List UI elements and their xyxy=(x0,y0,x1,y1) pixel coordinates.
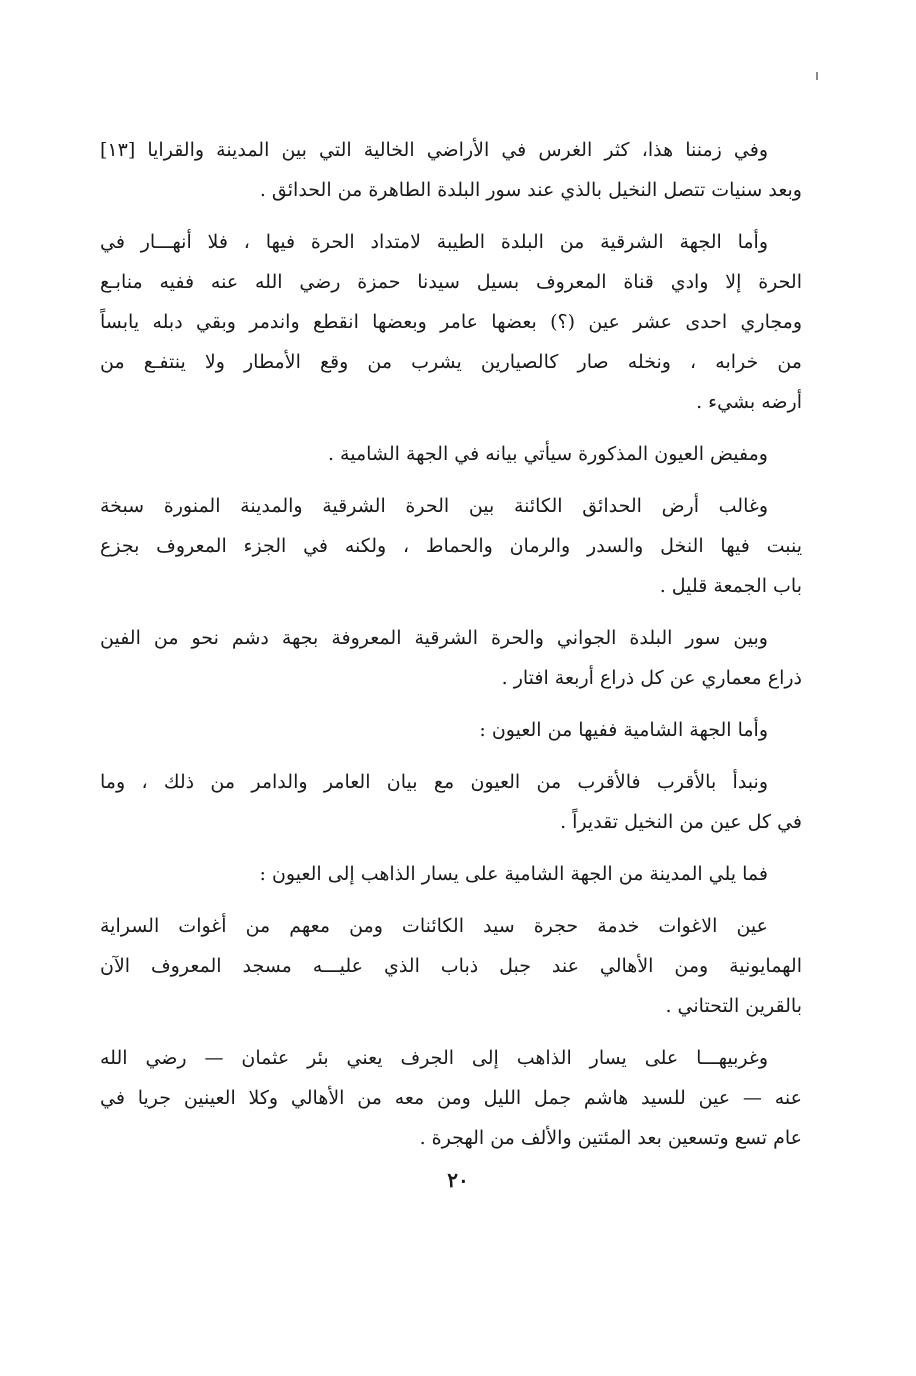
text-line: بالقرين التحتاني . xyxy=(665,995,802,1017)
body-text xyxy=(100,130,802,1170)
text-line: عين الاغوات خدمة حجرة سيد الكائنات ومن معهم من أغوات السراية xyxy=(100,915,768,937)
paragraph-10 xyxy=(100,1038,802,1158)
paragraph-7 xyxy=(100,762,802,842)
text-line: أرضه بشيء . xyxy=(696,391,802,413)
paragraph-8 xyxy=(100,854,802,894)
text-line: ذراع معماري عن كل ذراع أربعة افتار . xyxy=(501,667,802,689)
text-line: وأما الجهة الشامية ففيها من العيون : xyxy=(479,719,768,741)
page-number: ٢٠ xyxy=(447,1168,469,1192)
text-line: عام تسع وتسعين بعد المئتين والألف من الهجرة . xyxy=(419,1127,802,1149)
text-line: ينبت فيها النخل والسدر والرمان والحماط ، ولكنه في الجزء المعروف بجزع xyxy=(100,535,802,557)
text-line: وأما الجهة الشرقية من البلدة الطيبة لامتداد الحرة فيها ، فلا أنهـــار في xyxy=(100,231,768,253)
text-line: ونبدأ بالأقرب فالأقرب من العيون مع بيان العامر والدامر من ذلك ، وما xyxy=(100,771,768,793)
text-line: وغربيهـــا على يسار الذاهب إلى الجرف يعني بئر عثمان — رضي الله xyxy=(100,1047,768,1069)
text-line: ومجاري احدى عشر عين (؟) بعضها عامر وبعضها انقطع واندمر وبقي دبله يابساً xyxy=(100,311,802,333)
text-line: وغالب أرض الحدائق الكائنة بين الحرة الشرقية والمدينة المنورة سبخة xyxy=(100,495,768,517)
paragraph-4 xyxy=(100,486,802,606)
text-line: وبين سور البلدة الجواني والحرة الشرقية المعروفة بجهة دشم نحو من الفين xyxy=(100,627,768,649)
text-line: وفي زمننا هذا، كثر الغرس في الأراضي الخالية التي بين المدينة والقرايا [١٣] xyxy=(100,139,768,161)
paragraph-5 xyxy=(100,618,802,698)
paragraph-6 xyxy=(100,710,802,750)
text-line: في كل عين من النخيل تقديراً . xyxy=(560,811,802,833)
text-line: الهمايونية ومن الأهالي عند جبل ذباب الذي عليـــه مسجد المعروف الآن xyxy=(100,955,802,977)
text-line: باب الجمعة قليل . xyxy=(659,575,802,597)
text-line: عنه — عين للسيد هاشم جمل الليل ومن معه من الأهالي وكلا العينين جريا في xyxy=(100,1087,802,1109)
paragraph-2 xyxy=(100,222,802,422)
text-line: ومفيض العيون المذكورة سيأتي بيانه في الجهة الشامية . xyxy=(327,443,768,465)
text-line: وبعد سنيات تتصل النخيل بالذي عند سور البلدة الطاهرة من الحدائق . xyxy=(259,179,802,201)
paragraph-1 xyxy=(100,130,802,210)
text-line: الحرة إلا وادي قناة المعروف بسيل سيدنا حمزة رضي الله عنه ففيه منابـع xyxy=(100,271,802,293)
text-line: فما يلي المدينة من الجهة الشامية على يسار الذاهب إلى العيون : xyxy=(259,863,768,885)
paragraph-3 xyxy=(100,434,802,474)
paragraph-9 xyxy=(100,906,802,1026)
text-line: من خرابه ، ونخله صار كالصيارين يشرب من وقع الأمطار ولا ينتفـع من xyxy=(100,351,802,373)
margin-mark xyxy=(816,72,818,80)
